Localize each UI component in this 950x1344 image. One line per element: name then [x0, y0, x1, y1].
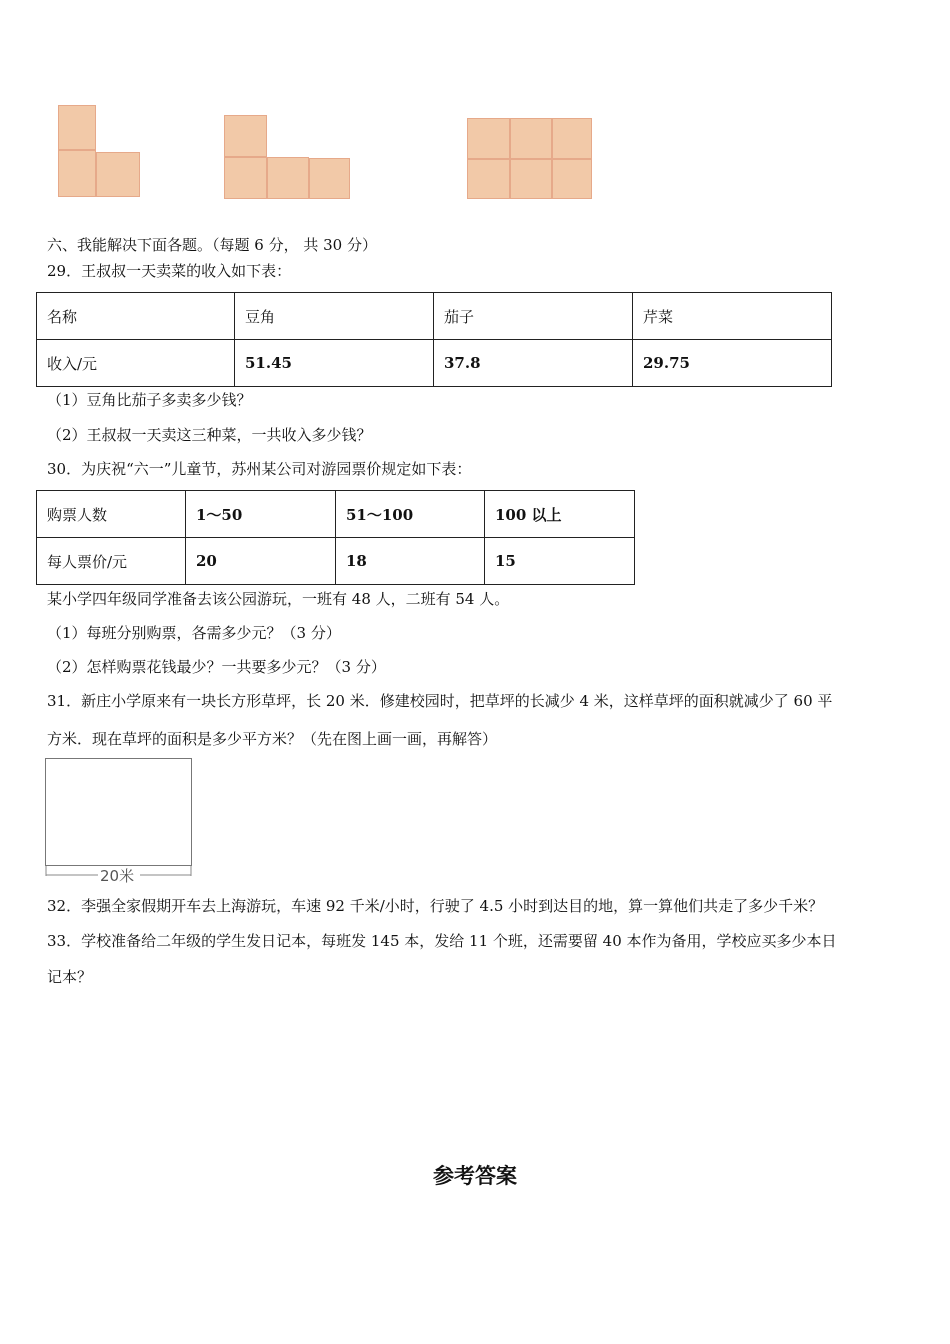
question-32: 32．李强全家假期开车去上海游玩，车速 92 千米/小时，行驶了 4.5 小时到达目的地，算一算他们共走了多少千米？ — [47, 897, 824, 915]
question-30-sub1: （1）每班分别购票，各需多少元？（3 分） — [47, 624, 341, 642]
question-29-sub1: （1）豆角比茄子多卖多少钱？ — [47, 391, 252, 409]
square-tile — [510, 159, 552, 199]
table-row — [37, 538, 635, 585]
table-cell: 20 — [186, 538, 336, 585]
square-tile — [309, 158, 350, 199]
table-cell: 18 — [336, 538, 485, 585]
answers-title: 参考答案 — [433, 1164, 517, 1188]
table-cell: 收入/元 — [37, 340, 235, 387]
square-tile — [224, 115, 267, 157]
square-tile — [224, 157, 267, 199]
question-33-line2: 记本？ — [47, 968, 93, 986]
dimension-label: 20米 — [100, 867, 135, 885]
table-row — [37, 293, 832, 340]
square-tile — [267, 157, 309, 199]
table-row — [37, 340, 832, 387]
table-header-cell: 100 以上 — [485, 491, 635, 538]
square-tile — [58, 150, 96, 197]
square-tile — [510, 118, 552, 159]
question-30-sub2: （2）怎样购票花钱最少？一共要多少元？（3 分） — [47, 658, 386, 676]
ticket-price-table — [36, 490, 635, 585]
table-header-cell: 茄子 — [434, 293, 633, 340]
question-31-line1: 31．新庄小学原来有一块长方形草坪，长 20 米．修建校园时，把草坪的长减少 4 米，这样草坪的面积就减少了 60 平 — [47, 692, 833, 710]
table-cell: 29.75 — [633, 340, 832, 387]
income-table — [36, 292, 832, 387]
table-cell: 每人票价/元 — [37, 538, 186, 585]
square-tile — [58, 105, 96, 150]
table-cell: 51.45 — [235, 340, 434, 387]
question-31-line2: 方米．现在草坪的面积是多少平方米？（先在图上画一画，再解答） — [47, 730, 498, 748]
table-header-cell: 1～50 — [186, 491, 336, 538]
question-30-stem: 30．为庆祝“六一”儿童节，苏州某公司对游园票价规定如下表： — [47, 460, 472, 478]
table-header-cell: 豆角 — [235, 293, 434, 340]
question-29-stem: 29．王叔叔一天卖菜的收入如下表： — [47, 262, 292, 280]
section-heading: 六、我能解决下面各题。（每题 6 分， 共 30 分） — [47, 236, 377, 254]
square-tile — [467, 159, 510, 199]
table-header-cell: 名称 — [37, 293, 235, 340]
question-33-line1: 33．学校准备给二年级的学生发日记本，每班发 145 本，发给 11 个班，还需要留 40 本作为备用，学校应买多少本日 — [47, 932, 837, 950]
question-30-note: 某小学四年级同学准备去该公园游玩，一班有 48 人，二班有 54 人。 — [47, 590, 510, 608]
table-header-cell: 购票人数 — [37, 491, 186, 538]
table-cell: 15 — [485, 538, 635, 585]
table-header-cell: 51～100 — [336, 491, 485, 538]
table-cell: 37.8 — [434, 340, 633, 387]
square-tile — [467, 118, 510, 159]
square-tile — [552, 118, 592, 159]
table-row — [37, 491, 635, 538]
table-header-cell: 芹菜 — [633, 293, 832, 340]
square-tile — [96, 152, 140, 197]
lawn-diagram — [45, 758, 192, 866]
question-29-sub2: （2）王叔叔一天卖这三种菜，一共收入多少钱？ — [47, 426, 372, 444]
square-tile — [552, 159, 592, 199]
